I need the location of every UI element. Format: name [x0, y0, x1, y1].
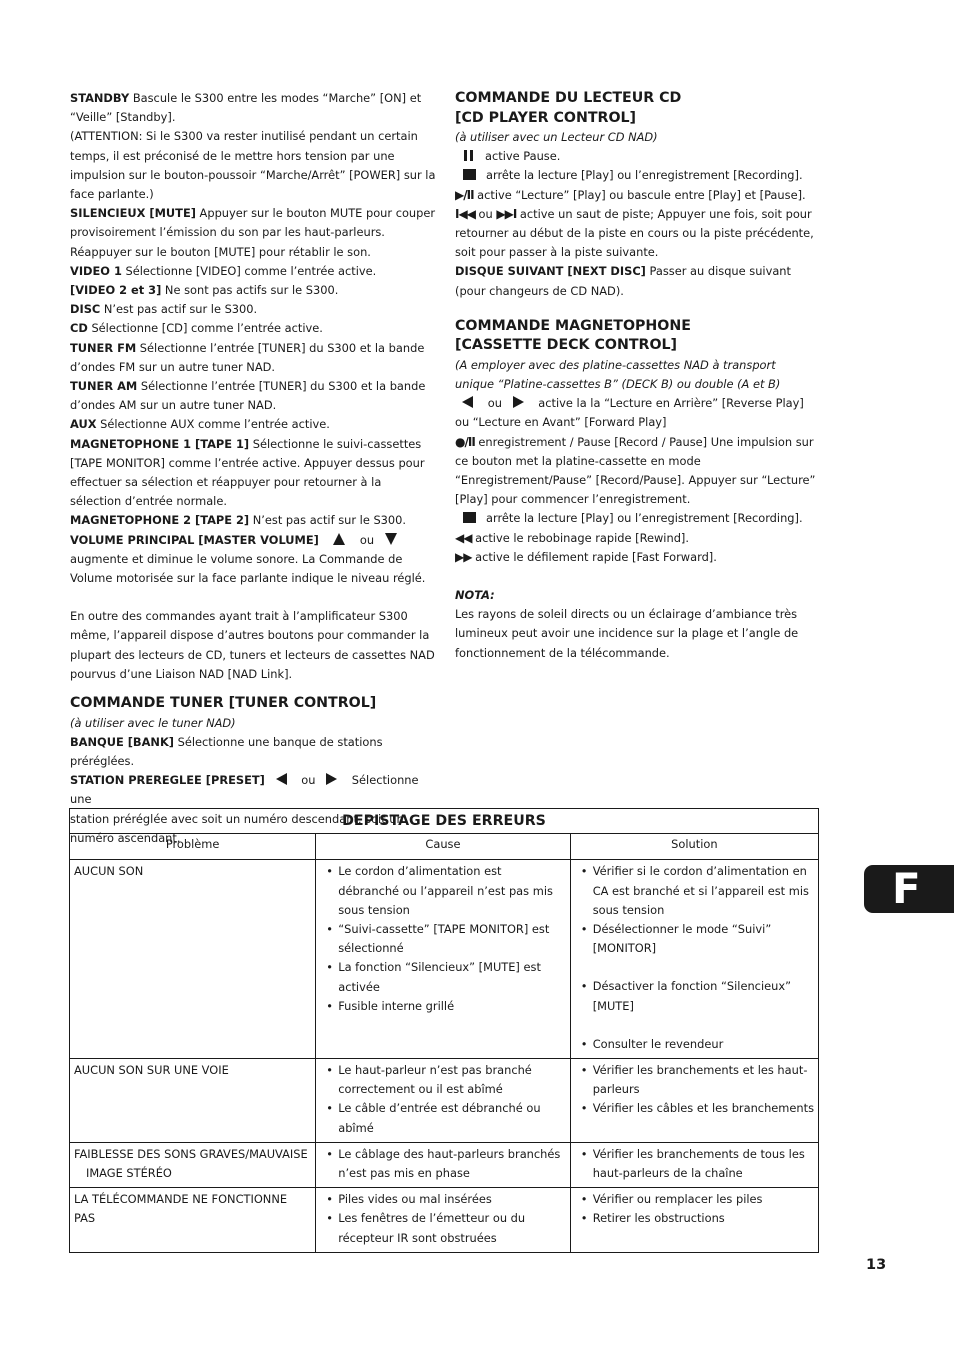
solution-cell: [570, 860, 818, 1059]
fast-forward-icon: ▶▶: [455, 549, 472, 564]
table-title: DEPISTAGE DES ERREURS: [70, 809, 819, 834]
volume-ou: ou: [359, 532, 375, 547]
record-pause-icon: ●/II: [455, 434, 475, 449]
problem-cell: LA TÉLÉCOMMANDE NE FONCTIONNE PAS: [70, 1188, 316, 1253]
language-tab: [864, 865, 954, 913]
cause-item: • Le cordon d’alimentation est débranché ou l’appareil n’est pas mis sous tension: [338, 862, 565, 920]
right-column: [455, 89, 817, 663]
tunerfm-term: TUNER FM: [70, 340, 137, 355]
solution-item: • Vérifier si le cordon d’alimentation en CA est branché et si l’appareil est mis sous tension: [593, 862, 814, 920]
skip-previous-icon: I◀◀: [455, 206, 475, 221]
ff-text: active le défilement rapide [Fast Forward].: [471, 549, 717, 564]
cd-heading-1: COMMANDE DU LECTEUR CD: [455, 90, 682, 106]
playpause-text: active “Lecture” [Play] ou bascule entre [Play] et [Pause].: [473, 187, 806, 202]
solution-item: • Vérifier ou remplacer les piles: [593, 1190, 814, 1209]
cause-item: • Le câblage des haut-parleurs branchés n’est pas mis en phase: [338, 1145, 565, 1183]
solution-item: • Désactiver la fonction “Silencieux” [MUTE]: [593, 977, 814, 1015]
mute-para-2: Réappuyer sur le bouton [MUTE] pour rétablir le son.: [70, 244, 371, 259]
nota-text: Les rayons de soleil directs ou un éclairage d’ambiance très lumineux peut avoir une incidence sur la plage et l’angle de fonctionnement de la télécommande.: [455, 607, 799, 660]
volume-text: augmente et diminue le volume sonore. La Commande de Volume motorisée sur la face parlante indique le niveau réglé.: [70, 551, 426, 586]
solution-cell: [570, 1188, 818, 1253]
skip-para: [455, 205, 817, 263]
tape2-para: [70, 511, 436, 530]
bank-para: [70, 733, 436, 771]
cause-item: • Le haut-parleur n’est pas branché correctement ou il est abîmé: [338, 1061, 565, 1099]
cause-cell: [316, 860, 570, 1059]
tape-stop-para: [455, 509, 817, 528]
direction-text: active la la “Lecture en Arrière” [Reverse Play] ou “Lecture en Avant” [Forward Play]: [455, 396, 804, 430]
cause-item: • Piles vides ou mal insérées: [338, 1190, 565, 1209]
reverse-play-icon: [462, 396, 473, 408]
mute-term: SILENCIEUX [MUTE]: [70, 206, 196, 221]
solution-cell: [570, 1142, 818, 1187]
rewind-text: active le rebobinage rapide [Rewind].: [471, 530, 689, 545]
video23-para: [70, 281, 436, 300]
pause-text: active Pause.: [485, 149, 561, 164]
table-header-row: [70, 834, 819, 860]
stop-icon: [463, 169, 476, 180]
tuner-note: (à utiliser avec le tuner NAD): [70, 715, 236, 730]
solution-item: • Désélectionner le mode “Suivi” [MONITOR]: [593, 920, 814, 958]
cause-item: • La fonction “Silencieux” [MUTE] est activée: [338, 958, 565, 996]
skip-next-icon: ▶▶I: [496, 206, 517, 221]
cause-cell: [316, 1142, 570, 1187]
solution-item: • Vérifier les branchements et les haut-parleurs: [593, 1061, 814, 1099]
stop-para: [455, 166, 817, 185]
forward-play-icon: [513, 396, 524, 408]
pause-para: [455, 147, 817, 166]
header-cause: Cause: [316, 834, 570, 860]
tape-stop-icon: [463, 512, 476, 523]
problem-cell: AUCUN SON: [70, 860, 316, 1059]
disc-para: [70, 300, 436, 319]
volume-term: VOLUME PRINCIPAL [MASTER VOLUME]: [70, 532, 319, 547]
problem-cell: AUCUN SON SUR UNE VOIE: [70, 1059, 316, 1143]
solution-item: • Consulter le revendeur: [593, 1035, 814, 1054]
video23-text: Ne sont pas actifs sur le S300.: [161, 283, 339, 298]
aux-term: AUX: [70, 417, 97, 432]
tape-stop-text: arrête la lecture [Play] ou l’enregistrement [Recording].: [486, 511, 803, 526]
bank-term: BANQUE [BANK]: [70, 734, 174, 749]
cause-cell: [316, 1188, 570, 1253]
play-pause-icon: ▶/II: [455, 187, 474, 202]
attention-para: (ATTENTION: Si le S300 va rester inutilisé pendant un certain temps, il est préconisé de le mettre hors tension par une impulsion sur le bouton-poussoir “Marche/Arrêt” [POWER] sur la face parlante.): [70, 129, 436, 202]
aux-text: Sélectionne AUX comme l’entrée active.: [96, 417, 330, 432]
nextdisc-para: [455, 262, 817, 300]
video23-term: [VIDEO 2 et 3]: [70, 283, 162, 298]
nextdisc-text: Passer au disque suivant (pour changeurs de CD NAD).: [455, 264, 791, 298]
direction-para: [455, 394, 817, 432]
playpause-para: [455, 186, 817, 205]
skip-ou: ou: [474, 206, 497, 221]
tape1-term: MAGNETOPHONE 1 [TAPE 1]: [70, 436, 250, 451]
cd-text: Sélectionne [CD] comme l’entrée active.: [87, 321, 323, 336]
header-solution: Solution: [570, 834, 818, 860]
cd-heading-2: [CD PLAYER CONTROL]: [455, 109, 637, 126]
solution-item: • Retirer les obstructions: [593, 1209, 814, 1228]
preset-up-icon: [326, 773, 337, 785]
nota-heading: NOTA:: [455, 588, 495, 603]
stop-text: arrête la lecture [Play] ou l’enregistrement [Recording].: [486, 168, 803, 183]
solution-item: • Vérifier les câbles et les branchements: [593, 1099, 814, 1118]
standby-text: Bascule le S300 entre les modes “Marche” [ON] et “Veille” [Standby].: [70, 91, 422, 125]
solution-item: • Vérifier les branchements de tous les haut-parleurs de la chaîne: [593, 1145, 814, 1183]
direction-ou: ou: [487, 396, 502, 411]
tuner-heading: COMMANDE TUNER [TUNER CONTROL]: [70, 695, 377, 712]
solution-cell: [570, 1059, 818, 1143]
video1-text: Sélectionne [VIDEO] comme l’entrée active.: [121, 263, 377, 278]
mute-text: Appuyer sur le bouton MUTE pour couper provisoirement l’émission du son par les haut-parleurs.: [70, 206, 436, 240]
tape2-term: MAGNETOPHONE 2 [TAPE 2]: [70, 513, 250, 528]
cd-term: CD: [70, 321, 88, 336]
tape-note: (A employer avec des platine-cassettes NAD à transport unique “Platine-cassettes B” (DECK B) ou double (A et B): [455, 357, 781, 392]
tape2-text: N’est pas actif sur le S300.: [249, 513, 407, 528]
cause-item: • Le câble d’entrée est débranché ou abîmé: [338, 1099, 565, 1137]
video1-term: VIDEO 1: [70, 263, 122, 278]
mute-para: [70, 204, 436, 242]
aux-para: [70, 415, 436, 434]
table-row: [70, 860, 819, 1059]
preset-para: [70, 771, 436, 809]
cause-item: • “Suivi-cassette” [TAPE MONITOR] est sélectionné: [338, 920, 565, 958]
language-tab-label: F: [892, 864, 921, 913]
page-number: 13: [866, 1257, 887, 1273]
table-row: [70, 1059, 819, 1143]
tape-heading-1: COMMANDE MAGNETOPHONE: [455, 317, 691, 334]
left-column: [70, 89, 436, 848]
nextdisc-term: DISQUE SUIVANT [NEXT DISC]: [455, 264, 646, 279]
cause-item: • Les fenêtres de l’émetteur ou du récepteur IR sont obstruées: [338, 1209, 565, 1247]
extra-para: En outre des commandes ayant trait à l’amplificateur S300 même, l’appareil dispose d’autres boutons pour commander la plupart des lecteurs de CD, tuners et lecteurs de cassettes NAD pourvus d’une Liaison NAD [NAD Link].: [70, 609, 435, 681]
tuneram-para: [70, 377, 436, 415]
pause-icon: [464, 150, 473, 161]
cause-item: • Fusible interne grillé: [338, 997, 565, 1016]
tape-heading-2: [CASSETTE DECK CONTROL]: [455, 337, 678, 354]
rewind-para: [455, 529, 817, 548]
problem-cell: FAIBLESSE DES SONS GRAVES/MAUVAISE IMAGE STÉRÉO: [70, 1142, 316, 1187]
disc-term: DISC: [70, 302, 101, 317]
cd-para: [70, 319, 436, 338]
record-text: enregistrement / Pause [Record / Pause] Une impulsion sur ce bouton met la platine-cassette en mode “Enregistrement/Pause” [Record/Pause]. Appuyer sur “Lecture” [Play] pour commencer l’enregistrement.: [455, 434, 816, 507]
standby-para: [70, 89, 436, 127]
cd-note: (à utiliser avec un Lecteur CD NAD): [455, 130, 658, 144]
preset-text-2: station préréglée avec soit un numéro descendant, soit un numéro ascendant.: [70, 811, 404, 845]
table-title-row: [70, 809, 819, 834]
bank-text: Sélectionne une banque de stations préréglées.: [70, 734, 383, 768]
skip-text: active un saut de piste; Appuyer une fois, soit pour retourner au début de la piste en cours ou la piste précédente, soit pour passer à la piste suivante.: [455, 206, 814, 260]
troubleshooting-table: [69, 808, 819, 1253]
tuneram-text: Sélectionne l’entrée [TUNER] du S300 et la bande d’ondes AM sur un autre tuner NAD.: [70, 379, 426, 413]
video1-para: [70, 262, 436, 281]
standby-term: STANDBY: [70, 91, 130, 105]
preset-text-1: Sélectionne une: [70, 773, 419, 807]
rewind-icon: ◀◀: [455, 530, 472, 545]
ff-para: [455, 548, 817, 567]
table-row: [70, 1142, 819, 1187]
cause-cell: [316, 1059, 570, 1143]
record-para: [455, 433, 817, 510]
tape1-text: Sélectionne le suivi-cassettes [TAPE MONITOR] comme l’entrée active. Appuyer dessus pour effectuer sa sélection et réappuyer pour retourner à la sélection d’entrée normale.: [70, 436, 425, 509]
preset-ou: ou: [301, 773, 316, 788]
tuneram-term: TUNER AM: [70, 379, 138, 394]
volume-para: [70, 531, 436, 550]
tunerfm-para: [70, 339, 436, 377]
preset-down-icon: [276, 773, 287, 785]
disc-text: N’est pas actif sur le S300.: [100, 302, 258, 317]
volume-up-icon: [333, 533, 345, 545]
header-problem: Problème: [70, 834, 316, 860]
preset-term: STATION PREREGLEE [PRESET]: [70, 773, 265, 788]
tape1-para: [70, 435, 436, 512]
table-row: [70, 1188, 819, 1253]
tunerfm-text: Sélectionne l’entrée [TUNER] du S300 et la bande d’ondes FM sur un autre tuner NAD.: [70, 340, 425, 374]
volume-down-icon: [385, 533, 397, 545]
